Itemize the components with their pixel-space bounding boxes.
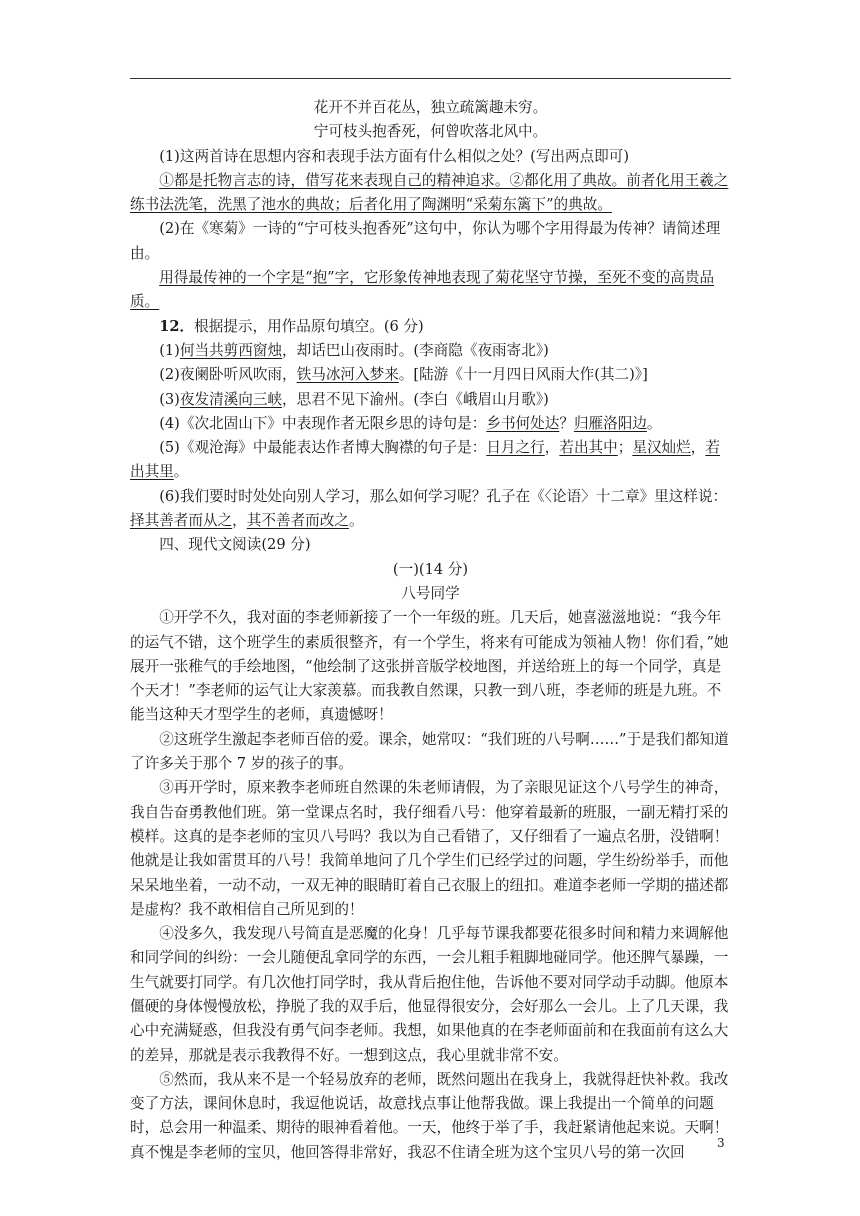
section-heading: 四、现代文阅读(29 分) <box>159 536 311 554</box>
item-punct: ， <box>232 512 247 530</box>
item-text: ，却话巴山夜雨时。(李商隐《夜雨寄北》) <box>282 341 549 359</box>
item-text: 。[陆游《十一月四日风雨大作(其二)》] <box>398 366 648 384</box>
item-punct: ； <box>617 439 633 457</box>
question-12-heading <box>130 315 731 339</box>
paragraph-5: ⑤然而，我从来不是一个轻易放弃的老师，既然问题出在我身上，我就得赶快补救。我改变了方法，课间休息时，我逗他说话，故意找点事让他帮我做。课上我提出一个简单的问题时，总会用一种温柔、期待的眼神看着他。一天，他终于举了手，我赶紧请他起来说。天啊！真不愧是李老师的宝贝，他回答得非常好，我忍不住请全班为这个宝贝八号的第一次回 <box>130 1070 729 1161</box>
item-prefix: (1) <box>159 341 180 359</box>
fill-answer: 星汉灿烂 <box>632 439 691 457</box>
item-punct: ？ <box>559 414 574 432</box>
answer-1 <box>130 169 731 218</box>
question-2: (2)在《寒菊》一诗的“宁可枝头抱香死”这句中，你认为哪个字用得最为传神？请简述理由。 <box>130 220 721 262</box>
fill-answer: 夜发清溪向三峡 <box>179 390 283 408</box>
poem-line-2: 宁可枝头抱香死，何曾吹落北风中。 <box>313 123 548 141</box>
item-text: (2)夜阑卧听风吹雨， <box>159 366 297 384</box>
fill-answer: 日月之行 <box>486 439 545 457</box>
fill-answer: 何当共剪西窗烛 <box>179 341 283 359</box>
subsection-heading: (一)(14 分) <box>392 560 469 578</box>
answer-2-text: 用得最传神的一个字是“抱”字，它形象传神地表现了菊花坚守节操，至死不变的高贵品质。 <box>130 269 715 311</box>
paragraph-3: ③再开学时，原来教李老师班自然课的朱老师请假，为了亲眼见证这个八号学生的神奇，我自告奋勇教他们班。第一堂课点名时，我仔细看八号：他穿着最新的班服，一副无精打采的模样。这真的是李老师的宝贝八号吗？我以为自己看错了，又仔细看了一遍点名册，没错啊！他就是让我如雷贯耳的八号！我简单地问了几个学生们已经学过的问题，学生纷纷举手，而他呆呆地坐着，一动不动，一双无神的眼睛盯着自己衣服上的纽扣。难道李老师一学期的描述都是虚构？我不敢相信自己所见到的！ <box>130 779 729 918</box>
paragraph-2: ②这班学生激起李老师百倍的爱。课余，她常叹：“我们班的八号啊……”于是我们都知道了许多关于那个 7 岁的孩子的事。 <box>130 730 729 773</box>
fill-item-6 <box>130 485 731 534</box>
item-text: (6)我们要时时处处向别人学习，那么如何学习呢？孔子在《〈论语〉十二章》里这样说： <box>159 487 728 505</box>
page-content <box>130 96 731 1165</box>
fill-answer: 若出其中 <box>559 439 618 457</box>
fill-answer: 其不善者而改之 <box>246 512 349 530</box>
fill-item-4 <box>130 412 731 436</box>
item-text: (5)《观沧海》中最能表达作者博大胸襟的句子是： <box>159 439 487 457</box>
paragraph-4: ④没多久，我发现八号简直是恶魔的化身！几乎每节课我都要花很多时间和精力来调解他和同学间的纠纷：一会儿随便乱拿同学的东西，一会儿粗手粗脚地碰同学。他还脾气暴躁，一生气就要打同学。有几次他打同学时，我从背后抱住他，告诉他不要对同学动手动脚。他原本僵硬的身体慢慢放松，挣脱了我的双手后，他显得很安分，会好那么一会儿。上了几天课，我心中充满疑惑，但我没有勇气问李老师。我想，如果他真的在李老师面前和在我面前有这么大的差异，那就是表示我教得不好。一想到这点，我心里就非常不安。 <box>130 925 729 1064</box>
fill-item-5 <box>130 436 731 485</box>
fill-answer: 择其善者而从之 <box>130 512 233 530</box>
paragraph-1: ①开学不久，我对面的李老师新接了一个一年级的班。几天后，她喜滋滋地说：“我今年的运气不错，这个班学生的素质很整齐，有一个学生，将来有可能成为领袖人物！你们看，”她展开一张稚气的手绘地图，“他绘制了这张拼音版学校地图，并送给班上的每一个同学，真是个天才！”李老师的运气让大家羡慕。而我教自然课，只教一到八班，李老师的班是九班。不能当这种天才型学生的老师，真遗憾呀！ <box>130 609 729 724</box>
fill-item-2 <box>130 363 731 387</box>
question-12-title: 根据提示，用作品原句填空。(6 分) <box>194 317 424 335</box>
fill-item-3 <box>130 388 731 412</box>
page-number: 3 <box>717 1136 725 1150</box>
item-punct: 。 <box>173 463 189 481</box>
answer-2 <box>130 266 731 315</box>
item-punct: 。 <box>646 414 662 432</box>
fill-answer: 乡书何处达 <box>486 414 560 432</box>
fill-answer: 铁马冰河入梦来 <box>296 366 399 384</box>
question-number: 12． <box>159 317 195 335</box>
fill-item-1 <box>130 339 731 363</box>
poem-line-1: 花开不并百花丛，独立疏篱趣未穷。 <box>313 99 548 116</box>
answer-1-text: ①都是托物言志的诗，借写花来表现自己的精神追求。②都化用了典故。前者化用王羲之练书法洗笔，洗黑了池水的典故；后者化用了陶渊明“采菊东篱下”的典故。 <box>130 171 729 214</box>
item-text: (4)《次北固山下》中表现作者无限乡思的诗句是： <box>159 414 487 432</box>
item-prefix: (3) <box>159 390 180 408</box>
item-punct: ， <box>690 439 706 457</box>
header-rule <box>130 78 731 79</box>
question-1: (1)这两首诗在思想内容和表现手法方面有什么相似之处？(写出两点即可) <box>159 147 630 165</box>
story-title: 八号同学 <box>401 584 460 602</box>
item-punct: ， <box>544 439 560 457</box>
item-punct: 。 <box>348 512 364 530</box>
item-text: ，思君不见下渝州。(李白《峨眉山月歌》) <box>282 390 549 408</box>
fill-answer: 若出其里 <box>130 439 720 481</box>
fill-answer: 归雁洛阳边 <box>573 414 647 432</box>
